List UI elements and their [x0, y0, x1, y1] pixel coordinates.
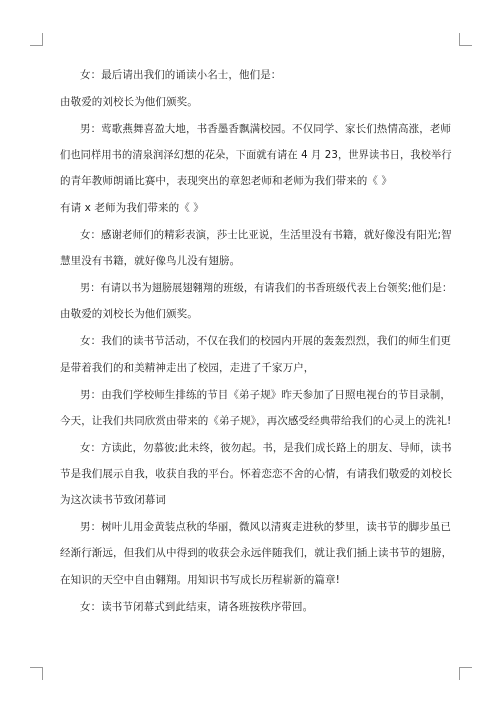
paragraph-line: 男：由我们学校师生排练的节目《弟子规》昨天参加了日照电视台的节目录制， [80, 389, 451, 401]
paragraph-line: 男：有请以书为翅膀展翅翱翔的班级，有请我们的书香班级代表上台领奖;他们是： [80, 282, 453, 294]
paragraph-line: 有请 x 老师为我们带来的《 》 [60, 202, 204, 214]
paragraph-line: 由敬爱的刘校长为他们颁奖。 [60, 308, 198, 320]
paragraph-line: 男：莺歌燕舞喜盈大地，书香墨香飘满校园。不仅同学、家长们热情高涨，老师 [80, 123, 451, 135]
paragraph-line: 女：感谢老师们的精彩表演，莎士比亚说，生活里没有书籍，就好像没有阳光;智 [80, 229, 452, 241]
paragraph-line: 由敬爱的刘校长为他们颁奖。 [60, 96, 198, 108]
paragraph-line: 节是我们展示自我，收获自我的平台。怀着恋恋不舍的心情，有请我们敬爱的刘校长 [60, 468, 453, 480]
crop-mark-top-left [30, 33, 43, 46]
paragraph-line: 女：读书节闭幕式到此结束，请各班按秩序带回。 [80, 601, 314, 613]
paragraph-line: 经渐行渐远，但我们从中得到的收获会永远伴随我们，就让我们插上读书节的翅膀， [60, 547, 453, 559]
paragraph-line: 女：我们的读书节活动，不仅在我们的校园内开展的轰轰烈烈，我们的师生们更 [80, 335, 451, 347]
paragraph-line: 今天，让我们共同欣赏由带来的《弟子规》，再次感受经典带给我们的心灵上的洗礼! [60, 415, 452, 427]
paragraph-line: 男：树叶儿用金黄装点秋的华丽，微风以清爽走进秋的梦里，读书节的脚步虽已 [80, 521, 451, 533]
paragraph-line: 是带着我们的和美精神走出了校园，走进了千家万户， [60, 362, 315, 374]
crop-mark-bottom-right [459, 667, 472, 680]
paragraph-line: 们也同样用书的清泉润泽幻想的花朵，下面就有请在 4 月 23，世界读书日，我校举行 [60, 149, 452, 161]
paragraph-line: 的青年教师朗诵比赛中，表现突出的章恕老师和老师为我们带来的《 》 [60, 175, 393, 187]
paragraph-line: 女：方读此，勿慕彼;此未终，彼勿起。书，是我们成长路上的朋友、导师，读书 [80, 442, 452, 454]
crop-mark-bottom-left [30, 667, 43, 680]
paragraph-line: 在知识的天空中自由翱翔。用知识书写成长历程崭新的篇章! [60, 574, 340, 586]
paragraph-line: 女：最后请出我们的诵读小名士，他们是： [80, 69, 282, 81]
paragraph-line: 为这次读书节致闭幕词 [60, 494, 166, 506]
crop-mark-top-right [459, 33, 472, 46]
paragraph-line: 慧里没有书籍，就好像鸟儿没有翅膀。 [60, 255, 241, 267]
